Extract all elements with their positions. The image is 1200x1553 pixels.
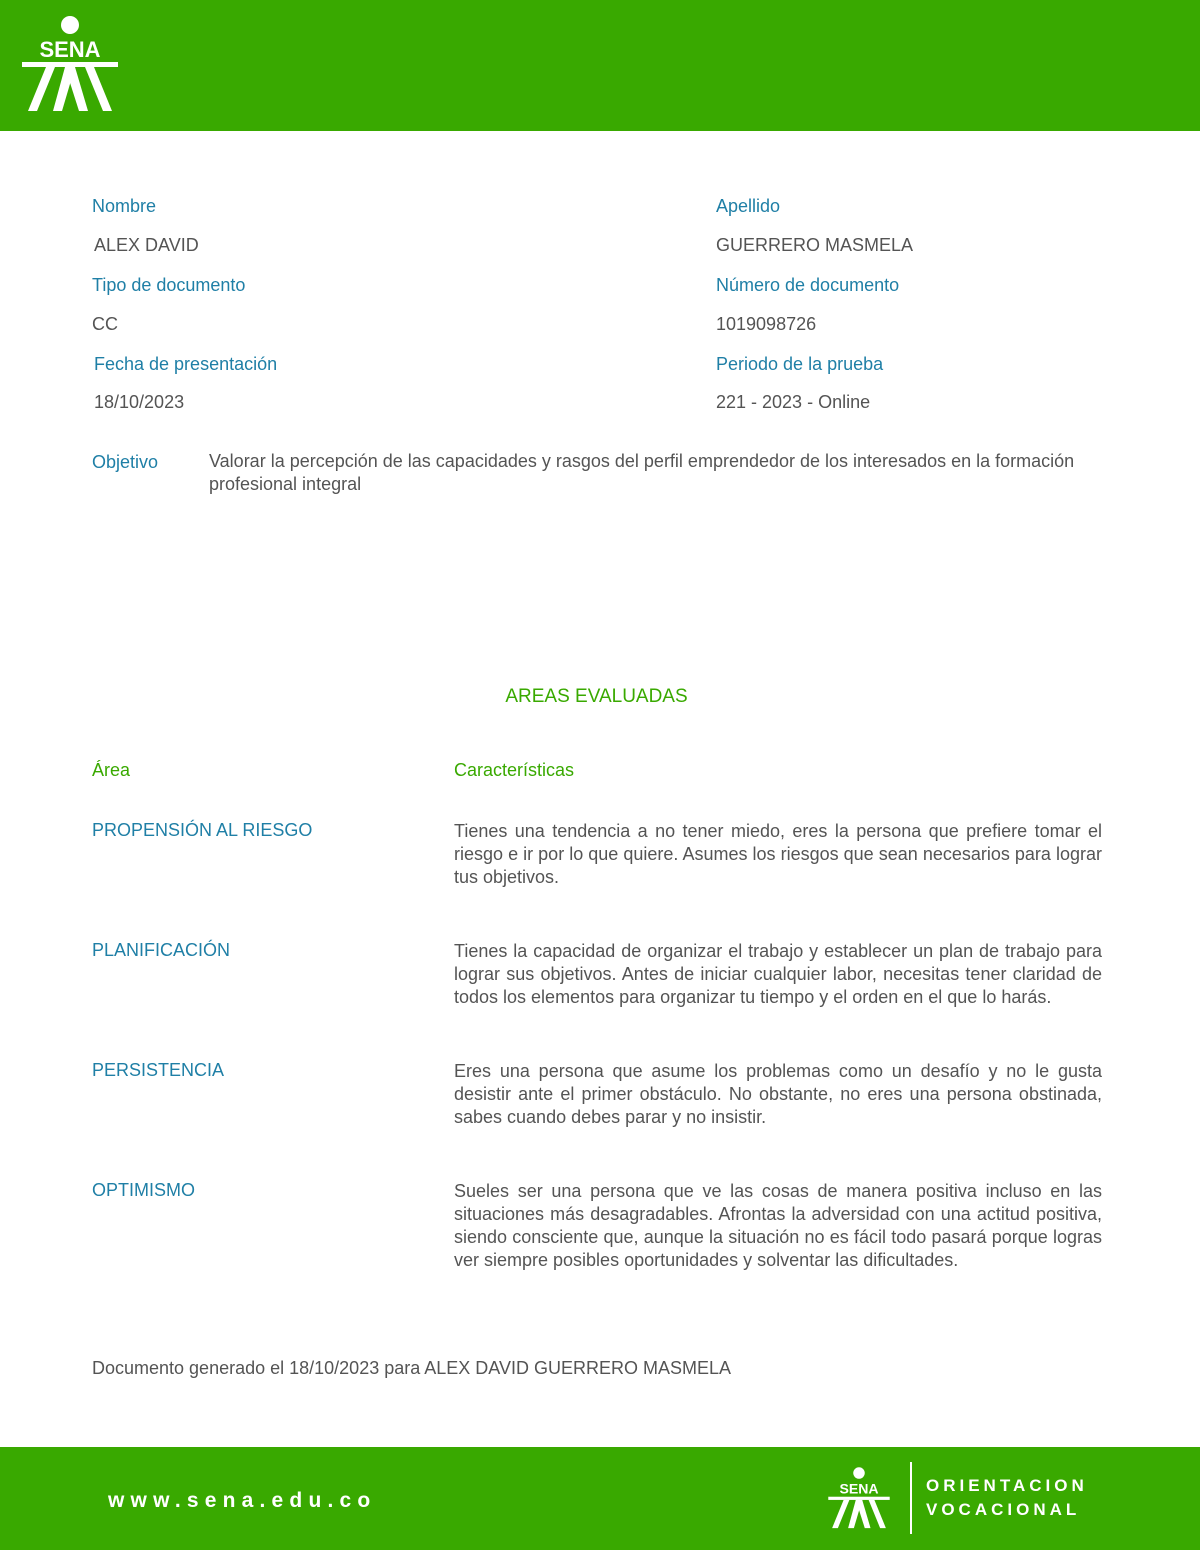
- sena-logo: [20, 14, 120, 114]
- periodo-prueba-value: 221 - 2023 - Online: [716, 392, 871, 412]
- svg-text:SENA: SENA: [39, 37, 101, 62]
- tipo-documento-value: CC: [92, 314, 118, 334]
- areas-title: AREAS EVALUADAS: [505, 686, 688, 707]
- fecha-presentacion-value: 18/10/2023: [94, 392, 185, 412]
- area-name-persistencia: PERSISTENCIA: [92, 1060, 225, 1080]
- area-name-riesgo: PROPENSIÓN AL RIESGO: [92, 820, 313, 840]
- fecha-presentacion-label: Fecha de presentación: [94, 354, 278, 374]
- column-caracteristicas: Características: [454, 760, 575, 780]
- numero-documento-label: Número de documento: [716, 275, 900, 295]
- numero-documento-value: 1019098726: [716, 314, 817, 334]
- nombre-value: ALEX DAVID: [94, 235, 199, 255]
- orientacion-text: ORIENTACION: [926, 1476, 1088, 1495]
- area-name-optimismo: OPTIMISMO: [92, 1180, 195, 1200]
- website-link[interactable]: www.sena.edu.co: [108, 1489, 377, 1512]
- objetivo-label: Objetivo: [92, 452, 159, 472]
- apellido-value: GUERRERO MASMELA: [716, 235, 914, 255]
- nombre-label: Nombre: [92, 196, 157, 216]
- periodo-prueba-label: Periodo de la prueba: [716, 354, 884, 374]
- document-generated-note: Documento generado el 18/10/2023 para ALEX DAVID GUERRERO MASMELA: [92, 1358, 731, 1378]
- apellido-label: Apellido: [716, 196, 781, 216]
- tipo-documento-label: Tipo de documento: [92, 275, 246, 295]
- objetivo-text: Valorar la percepción de las capacidades y rasgos del perfil emprendedor de los interesados en la formación profesional integral: [209, 451, 1075, 494]
- footer-sena-logo: [827, 1466, 891, 1530]
- area-name-planificacion: PLANIFICACIÓN: [92, 940, 231, 960]
- footer-divider: [910, 1462, 912, 1534]
- area-description-planificacion: Tienes la capacidad de organizar el trabajo y establecer un plan de trabajo para lograr sus objetivos. Antes de iniciar cualquier labor, necesitas tener claridad de todos los elementos para organizar tu tiempo y el orden en el que lo harás.: [454, 941, 1102, 1007]
- svg-text:SENA: SENA: [839, 1480, 879, 1497]
- area-description-persistencia: Eres una persona que asume los problemas como un desafío y no le gusta desistir ante el primer obstáculo. No obstante, no eres una persona obstinada, sabes cuando debes parar y no insistir.: [454, 1061, 1102, 1127]
- area-description-riesgo: Tienes una tendencia a no tener miedo, eres la persona que prefiere tomar el riesgo e ir por lo que quiere. Asumes los riesgos que sean necesarios para lograr tus objetivos.: [454, 821, 1102, 887]
- vocacional-text: VOCACIONAL: [926, 1500, 1081, 1519]
- column-area: Área: [92, 760, 131, 780]
- area-description-optimismo: Sueles ser una persona que ve las cosas de manera positiva incluso en las situaciones más desagradables. Afrontas la adversidad con una actitud positiva, siendo consciente que, aunque la situación no es fácil todo pasará porque logras ver siempre posibles oportunidades y solventar las dificultades.: [454, 1181, 1102, 1270]
- header-band: [0, 0, 1200, 131]
